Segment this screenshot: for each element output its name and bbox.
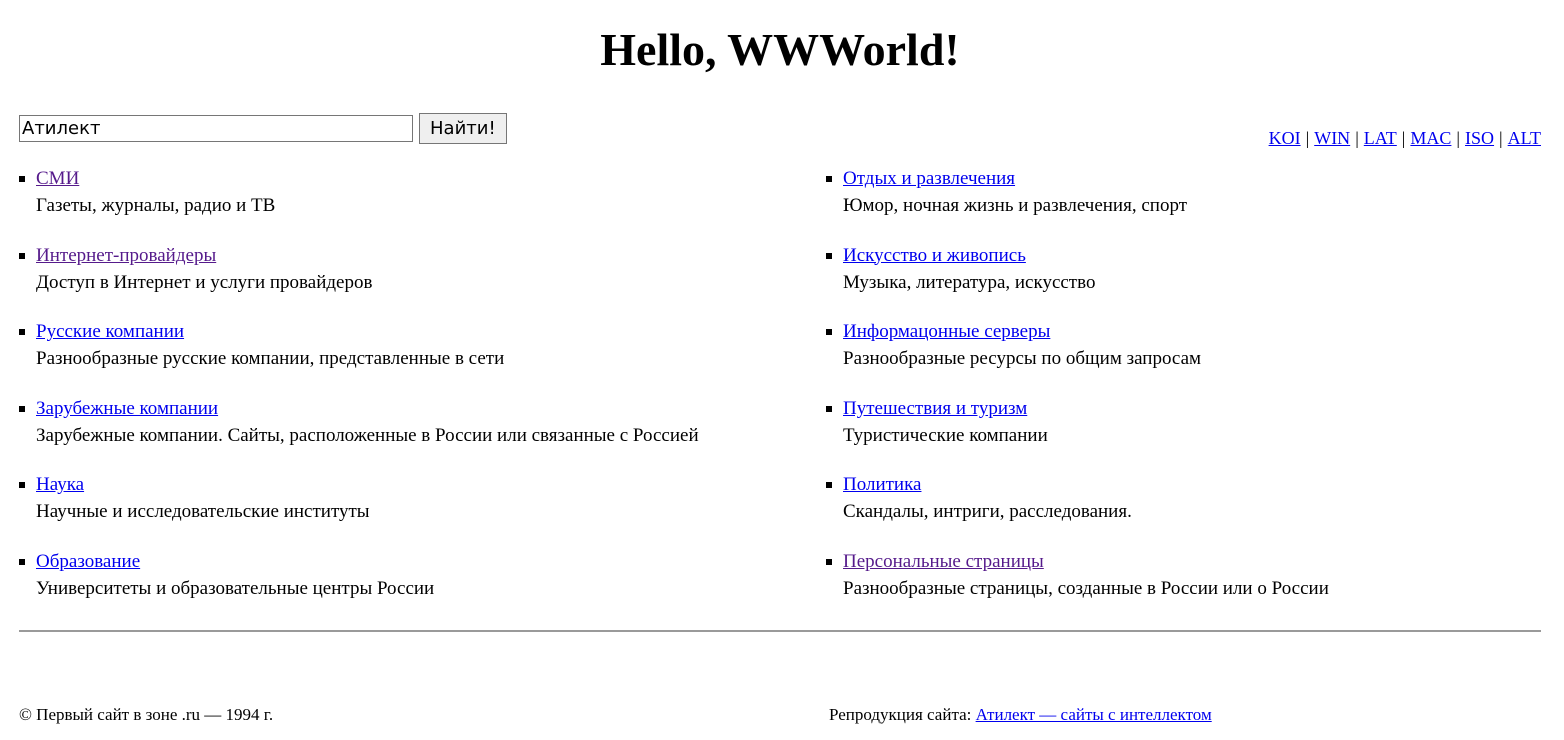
- catalog-link-russian-companies[interactable]: Русские компании: [36, 321, 185, 343]
- encoding-separator: |: [1401, 128, 1406, 148]
- catalog-item: [19, 319, 779, 396]
- bullet-icon: [19, 559, 25, 565]
- catalog-description: Юмор, ночная жизнь и развлечения, спорт: [843, 195, 1187, 216]
- catalog-link-education[interactable]: Образование: [36, 550, 141, 572]
- bullet-icon: [19, 176, 25, 182]
- encoding-link-iso[interactable]: ISO: [1465, 128, 1495, 148]
- atilekt-link[interactable]: Атилект — сайты с интеллектом: [975, 705, 1212, 724]
- bullet-icon: [19, 482, 25, 488]
- catalog-description: Доступ в Интернет и услуги провайдеров: [36, 271, 373, 293]
- search-input[interactable]: [19, 115, 413, 142]
- catalog-description: Университеты и образовательные центры России: [36, 577, 435, 599]
- bullet-icon: [826, 253, 832, 259]
- page-title: Hello, WWWorld!: [600, 24, 960, 75]
- search-form: [19, 113, 507, 144]
- catalog-link-art[interactable]: Искусство и живопись: [843, 244, 1026, 266]
- catalog-description: Научные и исследовательские институты: [36, 501, 370, 523]
- catalog-item: [826, 549, 1564, 626]
- bullet-icon: [19, 329, 25, 335]
- bullet-icon: [826, 176, 832, 182]
- bullet-icon: [826, 482, 832, 488]
- catalog-link-politics[interactable]: Политика: [843, 474, 922, 496]
- encoding-switcher: [1269, 127, 1541, 149]
- catalog-description: Зарубежные компании. Сайты, расположенные в России или связанные с Россией: [36, 424, 699, 446]
- catalog-link-leisure[interactable]: Отдых и развлечения: [843, 168, 1016, 189]
- footer-divider: [19, 630, 1541, 632]
- catalog-description: Разнообразные страницы, созданные в России или о России: [843, 577, 1329, 599]
- bullet-icon: [826, 329, 832, 335]
- encoding-link-win[interactable]: WIN: [1314, 128, 1351, 148]
- catalog-item: [19, 396, 779, 473]
- catalog-column-right: [826, 166, 1564, 626]
- catalog-link-personal-pages[interactable]: Персональные страницы: [843, 550, 1044, 572]
- catalog-link-foreign-companies[interactable]: Зарубежные компании: [36, 397, 219, 419]
- search-button[interactable]: Найти!: [419, 113, 507, 144]
- encoding-separator: |: [1305, 128, 1310, 148]
- catalog-item: [19, 243, 779, 320]
- reproduction-credit: [829, 704, 1212, 726]
- encoding-link-mac[interactable]: MAC: [1410, 128, 1452, 148]
- bullet-icon: [826, 559, 832, 565]
- catalog-description: Туристические компании: [843, 424, 1048, 446]
- encoding-separator: |: [1355, 128, 1359, 148]
- catalog-description: Разнообразные ресурсы по общим запросам: [843, 348, 1202, 370]
- bullet-icon: [19, 406, 25, 412]
- catalog-item: [826, 396, 1564, 473]
- encoding-link-alt[interactable]: ALT: [1507, 128, 1541, 148]
- catalog-item: [19, 166, 779, 243]
- copyright-text: © Первый сайт в зоне .ru — 1994 г.: [19, 705, 274, 724]
- catalog-description: Газеты, журналы, радио и ТВ: [36, 195, 276, 216]
- catalog-item: [826, 243, 1564, 320]
- catalog-link-travel[interactable]: Путешествия и туризм: [843, 397, 1028, 419]
- catalog-item: [19, 549, 779, 626]
- reproduction-label: Репродукция сайта:: [829, 705, 976, 724]
- catalog-item: [19, 472, 779, 549]
- catalog-description: Музыка, литература, искусство: [843, 271, 1096, 293]
- catalog-item: [826, 166, 1564, 243]
- bullet-icon: [826, 406, 832, 412]
- catalog-link-science[interactable]: Наука: [36, 474, 85, 496]
- catalog-description: Скандалы, интриги, расследования.: [843, 501, 1132, 523]
- catalog-link-isp[interactable]: Интернет-провайдеры: [36, 244, 217, 266]
- catalog-column-left: [19, 166, 779, 626]
- encoding-link-lat[interactable]: LAT: [1363, 128, 1397, 148]
- bullet-icon: [19, 253, 25, 259]
- encoding-separator: |: [1499, 128, 1503, 148]
- catalog-description: Разнообразные русские компании, представленные в сети: [36, 348, 505, 370]
- catalog-link-info-servers[interactable]: Информацонные серверы: [843, 321, 1051, 343]
- catalog-item: [826, 472, 1564, 549]
- catalog-item: [826, 319, 1564, 396]
- encoding-link-koi[interactable]: KOI: [1268, 128, 1301, 148]
- catalog-link-media[interactable]: СМИ: [36, 168, 80, 189]
- encoding-separator: |: [1456, 128, 1461, 148]
